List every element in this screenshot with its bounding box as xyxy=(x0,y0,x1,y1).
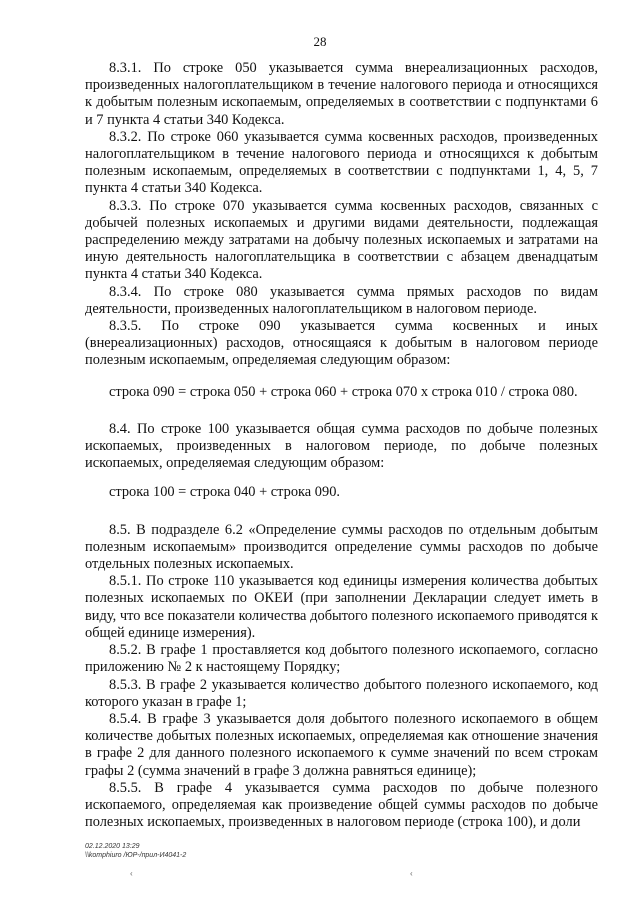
footer-file-path: \\komphiuro /ЮР-/прил-И4041-2 xyxy=(85,852,187,859)
document-footer xyxy=(85,842,186,860)
paragraph-8-5-3: 8.5.3. В графе 2 указывается количество добытого полезного ископаемого, код которого указан в графе 1; xyxy=(85,676,598,710)
formula-line-090: строка 090 = строка 050 + строка 060 + строка 070 x строка 010 / строка 080. xyxy=(109,383,578,400)
document-body xyxy=(85,60,598,831)
footer-mark-right: ‹ xyxy=(410,869,413,878)
paragraph-8-3-2: 8.3.2. По строке 060 указывается сумма косвенных расходов, произведенных налогоплательщиком в течение налогового периода и относящихся к добытым полезным ископаемым, определяемых в соответствии с подпунктами 1, 4, 5, 7 пункта 4 статьи 340 Кодекса. xyxy=(85,128,598,197)
paragraph-8-3-1: 8.3.1. По строке 050 указывается сумма внереализационных расходов, произведенных налогоплательщиком в течение налогового периода и относящихся к добытым полезным ископаемым, определяемых в соответствии с подпунктами 6 и 7 пункта 4 статьи 340 Кодекса. xyxy=(85,60,598,128)
paragraph-8-5-1: 8.5.1. По строке 110 указывается код единицы измерения количества добытых полезных ископаемых по ОКЕИ (при заполнении Декларации следует иметь в виду, что все показатели количества добытого полезного ископаемого приводятся к общей единице измерения). xyxy=(85,573,598,641)
paragraph-8-5: 8.5. В подразделе 6.2 «Определение суммы расходов по отдельным добытым полезным ископаемым» производится определение суммы расходов по добыче отдельных полезных ископаемых. xyxy=(85,521,598,573)
paragraph-8-4: 8.4. По строке 100 указывается общая сумма расходов по добыче полезных ископаемых, произведенных в налоговом периоде, по добыче полезных ископаемых, определяемая следующим образом: xyxy=(85,420,598,472)
paragraph-8-3-4: 8.3.4. По строке 080 указывается сумма прямых расходов по видам деятельности, произведенных налогоплательщиком в налоговом периоде. xyxy=(85,283,598,317)
paragraph-8-3-3: 8.3.3. По строке 070 указывается сумма косвенных расходов, связанных с добычей полезных ископаемых и другими видами деятельности, подлежащая распределению между затратами на добычу полезных ископаемых и затратами на иную деятельность налогоплательщика в соответствии с абзацем двенадцатым пункта 4 статьи 340 Кодекса. xyxy=(85,197,598,283)
footer-date: 02.12.2020 13:29 xyxy=(85,843,140,850)
footer-mark-left: ‹ xyxy=(130,869,133,878)
paragraph-8-3-5: 8.3.5. По строке 090 указывается сумма косвенных и иных (внереализационных) расходов, относящаяся к добытым в налоговом периоде полезным ископаемым, определяемая следующим образом: xyxy=(85,318,598,369)
paragraph-8-5-4: 8.5.4. В графе 3 указывается доля добытого полезного ископаемого в общем количестве добытых полезных ископаемых, определяемая как отношение значения в графе 2 для данного полезного ископаемого к сумме значений по всем строкам графы 2 (сумма значений в графе 3 должна равняться единице); xyxy=(85,710,598,779)
page-number: 28 xyxy=(313,34,327,49)
paragraph-8-5-5: 8.5.5. В графе 4 указывается сумма расходов по добыче полезного ископаемого, определяемая как произведение общей суммы расходов по добыче полезных ископаемых, произведенных в налоговом периоде (строка 100), и доли xyxy=(85,779,598,831)
formula-line-100: строка 100 = строка 040 + строка 090. xyxy=(109,484,340,501)
paragraph-8-5-2: 8.5.2. В графе 1 проставляется код добытого полезного ископаемого, согласно приложению № 2 к настоящему Порядку; xyxy=(85,642,598,676)
